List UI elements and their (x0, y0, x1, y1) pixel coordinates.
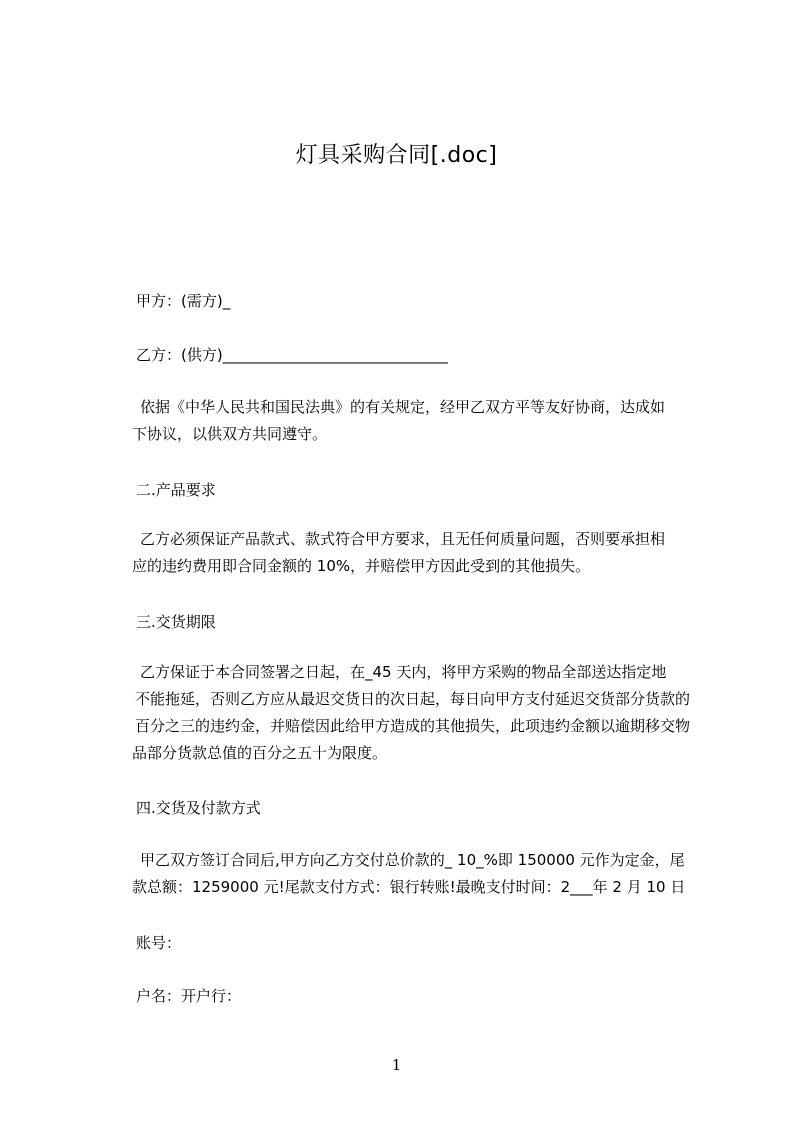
account-name-line: 户名：开户行： (136, 987, 242, 1005)
party-a-line: 甲方：(需方)_ (136, 292, 231, 310)
section3-line-1: 乙方保证于本合同签署之日起，在_45 天内，将甲方采购的物品全部送达指定地 (140, 663, 667, 681)
section4-line-1: 甲乙双方签订合同后,甲方向乙方交付总价款的_ 10_%即 150000 元作为定金，尾 (140, 851, 685, 869)
intro-line-1: 依据《中华人民共和国民法典》的有关规定，经甲乙双方平等友好协商，达成如 (140, 398, 666, 416)
section3-line-3: 百分之三的违约金，并赔偿因此给甲方造成的其他损失，此项违约金额以逾期移交物 (135, 717, 691, 735)
section4-paragraph (132, 847, 699, 901)
intro-paragraph (132, 394, 699, 448)
section3-line-4: 品部分货款总值的百分之五十为限度。 (132, 744, 388, 762)
page-number: 1 (391, 1056, 402, 1074)
section3-paragraph (132, 659, 699, 767)
section2-paragraph (132, 526, 699, 580)
section4-line-2: 款总额：1259000 元!尾款支付方式：银行转账!最晚支付时间：2___年 2 月 10 日 (132, 878, 686, 896)
section2-heading: 二.产品要求 (136, 481, 216, 499)
intro-line-2: 下协议，以供双方共同遵守。 (132, 425, 328, 443)
section4-heading: 四.交货及付款方式 (136, 799, 261, 817)
section2-line-2: 应的违约费用即合同金额的 10%，并赔偿甲方因此受到的其他损失。 (132, 557, 591, 575)
section3-heading: 三.交货期限 (136, 613, 216, 631)
document-title: 灯具采购合同[.doc] (295, 143, 498, 168)
section3-line-2: 不能拖延，否则乙方应从最迟交货日的次日起，每日向甲方支付延迟交货部分货款的 (135, 690, 691, 708)
party-b-line: 乙方：(供方)______________________________ (136, 346, 448, 364)
account-line: 账号： (136, 934, 182, 952)
section2-line-1: 乙方必须保证产品款式、款式符合甲方要求，且无任何质量问题，否则要承担相 (140, 530, 666, 548)
